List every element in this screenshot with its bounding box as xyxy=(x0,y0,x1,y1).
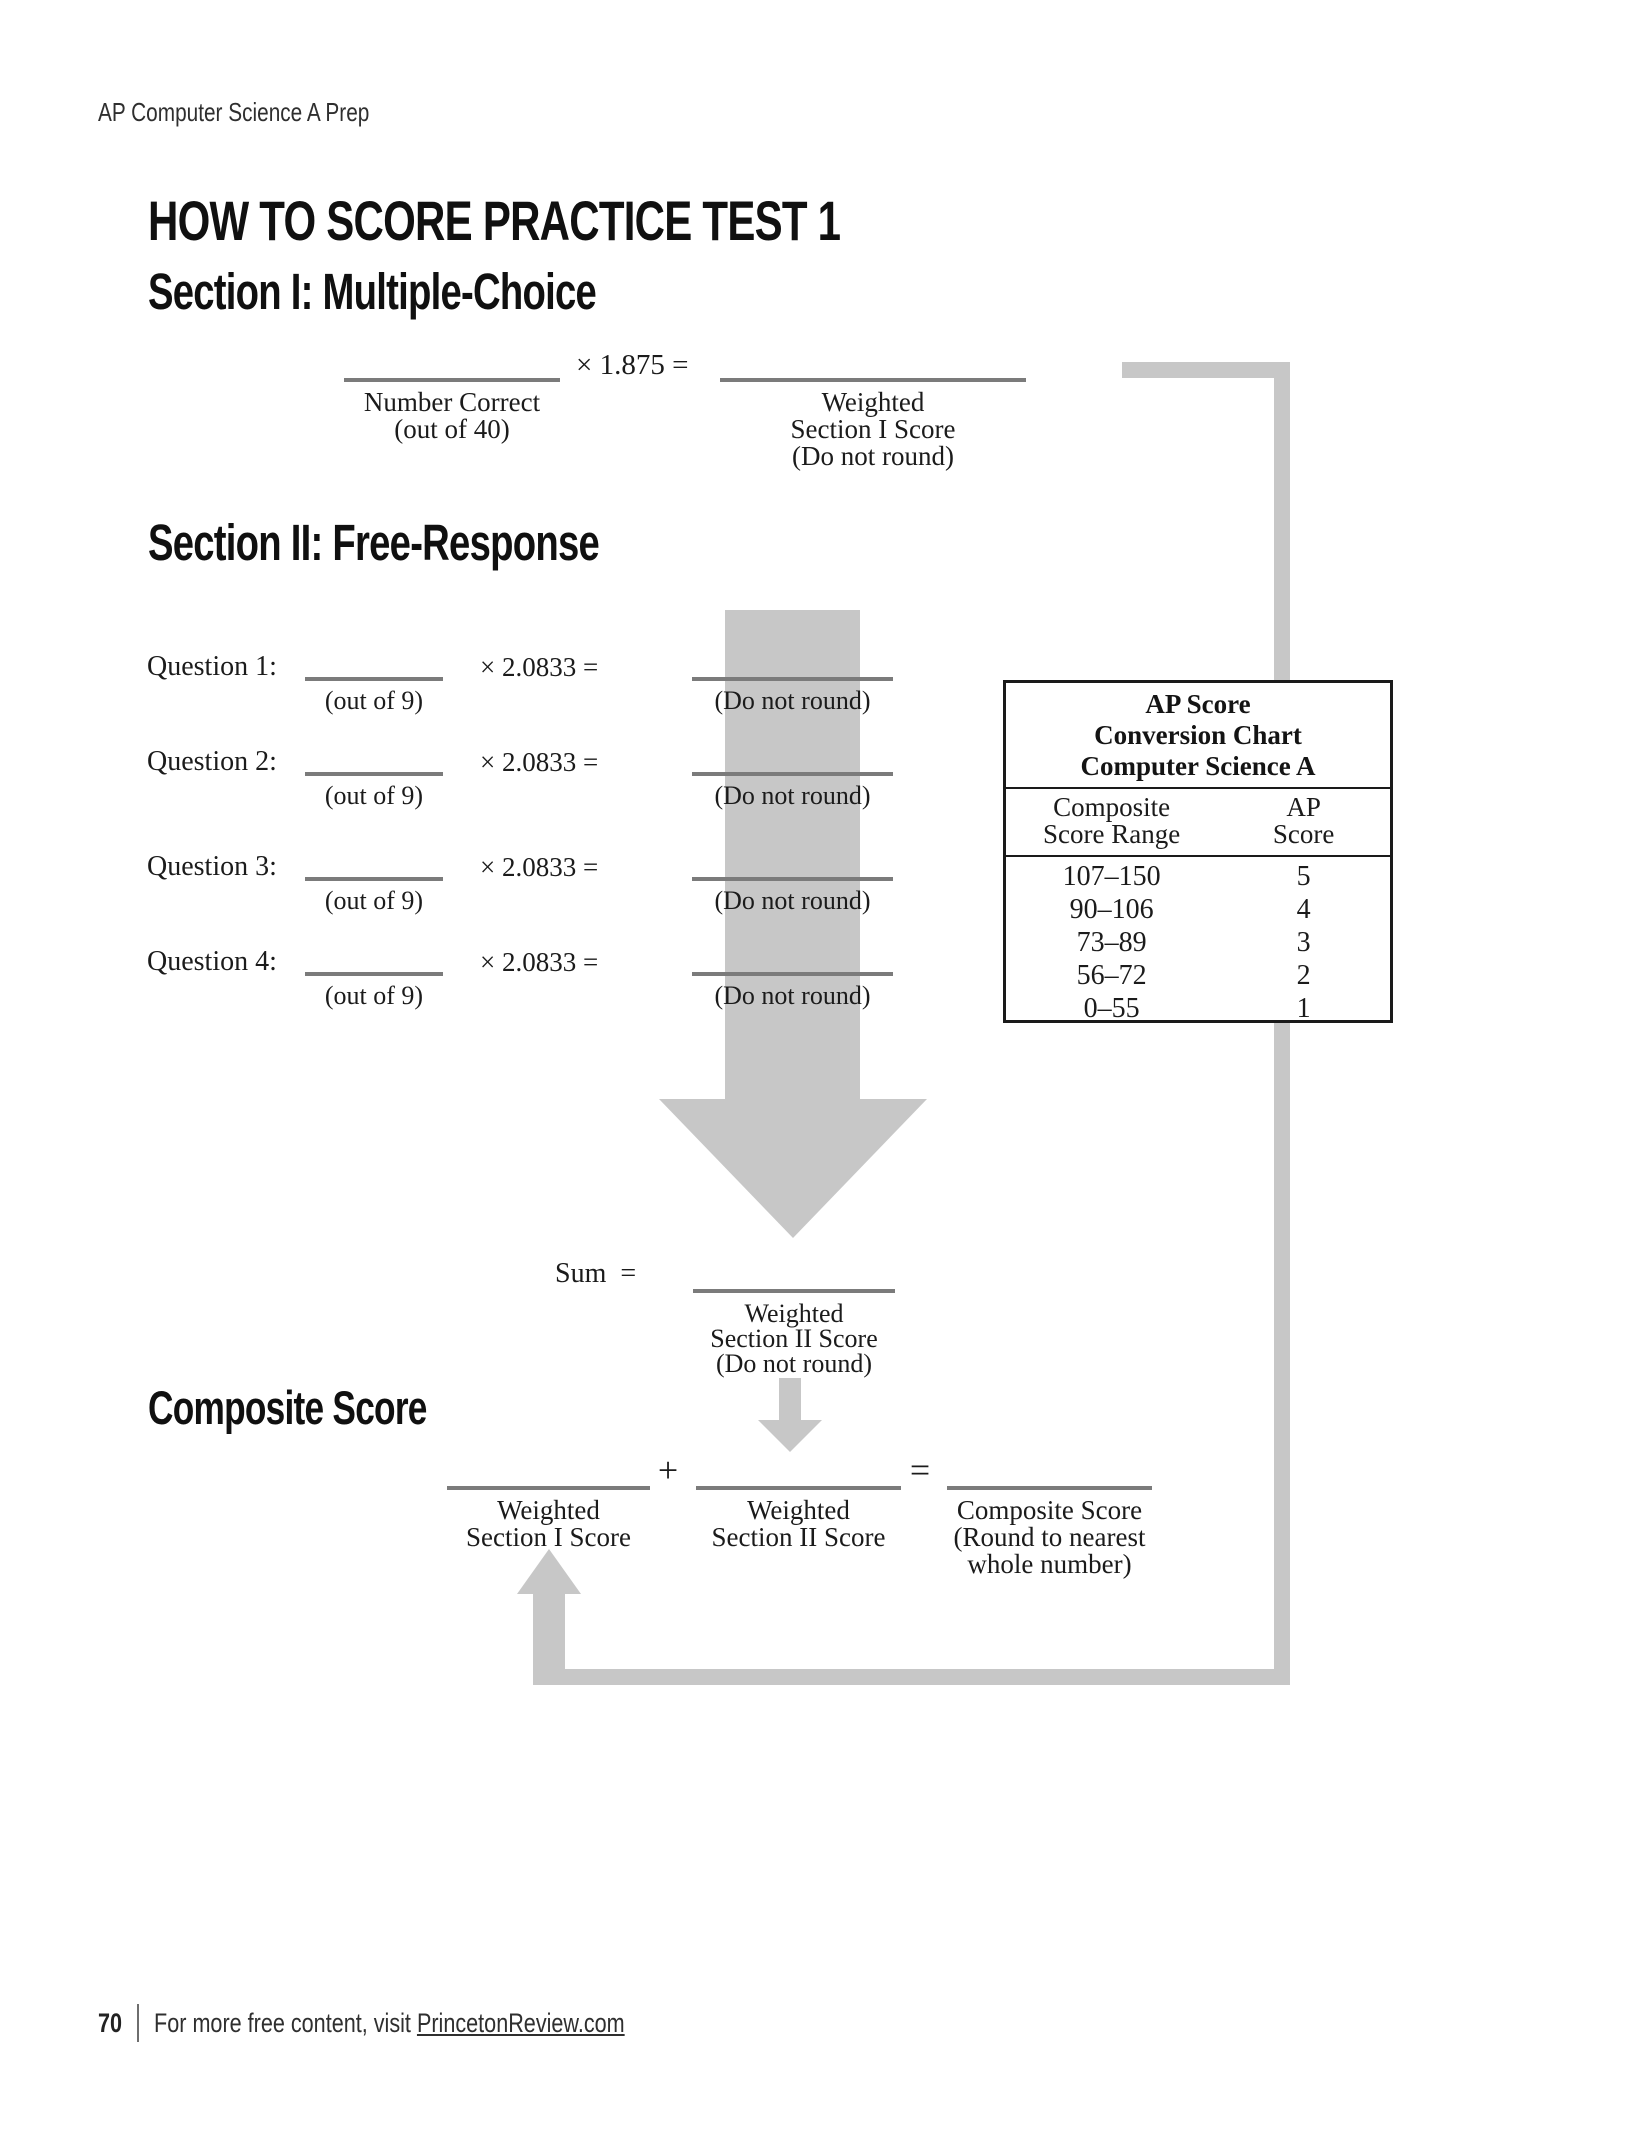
table-row: 90–106 4 xyxy=(1069,894,1311,925)
question-3-label: Question 3: xyxy=(147,851,277,882)
question-2-result-blank xyxy=(692,772,893,776)
big-down-arrow-head-icon xyxy=(659,1099,927,1238)
question-4-label: Question 4: xyxy=(147,946,277,977)
running-head: AP Computer Science A Prep xyxy=(98,97,370,127)
question-2-score-blank xyxy=(305,772,443,776)
page-number: 70 xyxy=(98,2007,123,2038)
footer-text: For more free content, visit PrincetonReview.com xyxy=(154,2007,625,2038)
question-4-multiplier: × 2.0833 = xyxy=(480,947,599,977)
up-arrow-shaft xyxy=(533,1592,565,1685)
question-3-out-of: (out of 9) xyxy=(324,886,424,915)
section1-result-label: Weighted Section I Score (Do not round) xyxy=(790,387,956,471)
composite-result-label: Composite Score (Round to nearest whole number) xyxy=(953,1495,1146,1579)
question-2-out-of: (out of 9) xyxy=(324,781,424,810)
table-row: 56–72 2 xyxy=(1076,960,1311,991)
conversion-table-title: AP Score Conversion Chart Computer Science A xyxy=(1006,683,1390,789)
section1-weighted-score-blank xyxy=(720,378,1026,382)
page-footer xyxy=(98,2004,756,2042)
table-row: 107–150 5 xyxy=(1062,861,1311,892)
question-4-note: (Do not round) xyxy=(714,981,871,1010)
connector-top-horizontal xyxy=(1122,362,1290,378)
question-3-score-blank xyxy=(305,877,443,881)
question-2-multiplier: × 2.0833 = xyxy=(480,747,599,777)
question-3-result-blank xyxy=(692,877,893,881)
section1-heading: Section I: Multiple-Choice xyxy=(148,263,597,320)
composite-addend2-label: Weighted Section II Score xyxy=(711,1495,886,1552)
page-title: HOW TO SCORE PRACTICE TEST 1 xyxy=(148,189,841,252)
section1-numerator-label: Number Correct (out of 40) xyxy=(363,387,541,444)
sum-label: Sum = xyxy=(555,1258,637,1289)
small-down-arrow-head-icon xyxy=(758,1420,822,1452)
footer-divider xyxy=(137,2004,139,2042)
question-1-note: (Do not round) xyxy=(714,686,871,715)
ap-score-conversion-table xyxy=(1003,680,1393,1023)
up-arrow-head-icon xyxy=(517,1549,581,1594)
range-column-header: Composite Score Range xyxy=(1042,792,1181,849)
plus-sign: + xyxy=(657,1450,679,1490)
question-2-label: Question 2: xyxy=(147,746,277,777)
equals-sign: = xyxy=(909,1450,931,1490)
section1-multiplier: × 1.875 = xyxy=(576,349,689,381)
question-1-out-of: (out of 9) xyxy=(324,686,424,715)
section1-number-correct-blank xyxy=(344,378,560,382)
question-3-note: (Do not round) xyxy=(714,886,871,915)
conversion-table-header xyxy=(1006,789,1390,857)
table-row: 0–55 1 xyxy=(1083,993,1311,1024)
question-1-label: Question 1: xyxy=(147,651,277,682)
composite-addend1-label: Weighted Section I Score xyxy=(466,1495,631,1552)
princeton-review-link[interactable]: PrincetonReview.com xyxy=(416,2007,625,2038)
connector-bottom-horizontal xyxy=(537,1669,1290,1685)
question-4-result-blank xyxy=(692,972,893,976)
question-4-out-of: (out of 9) xyxy=(324,981,424,1010)
big-down-arrow-shaft xyxy=(725,610,860,1100)
question-1-result-blank xyxy=(692,677,893,681)
composite-addend1-blank xyxy=(447,1486,650,1490)
table-row: 73–89 3 xyxy=(1076,927,1311,958)
composite-result-blank xyxy=(947,1486,1152,1490)
conversion-table-body xyxy=(1006,857,1390,1025)
composite-addend2-blank xyxy=(696,1486,901,1490)
small-down-arrow-shaft xyxy=(779,1378,801,1421)
question-2-note: (Do not round) xyxy=(714,781,871,810)
question-3-multiplier: × 2.0833 = xyxy=(480,852,599,882)
section2-heading: Section II: Free-Response xyxy=(148,514,599,571)
sum-result-label: Weighted Section II Score (Do not round) xyxy=(710,1299,878,1378)
sum-result-blank xyxy=(693,1289,895,1293)
score-column-header: AP Score xyxy=(1272,792,1335,849)
composite-heading: Composite Score xyxy=(148,1381,427,1434)
question-1-score-blank xyxy=(305,677,443,681)
question-1-multiplier: × 2.0833 = xyxy=(480,652,599,682)
question-4-score-blank xyxy=(305,972,443,976)
